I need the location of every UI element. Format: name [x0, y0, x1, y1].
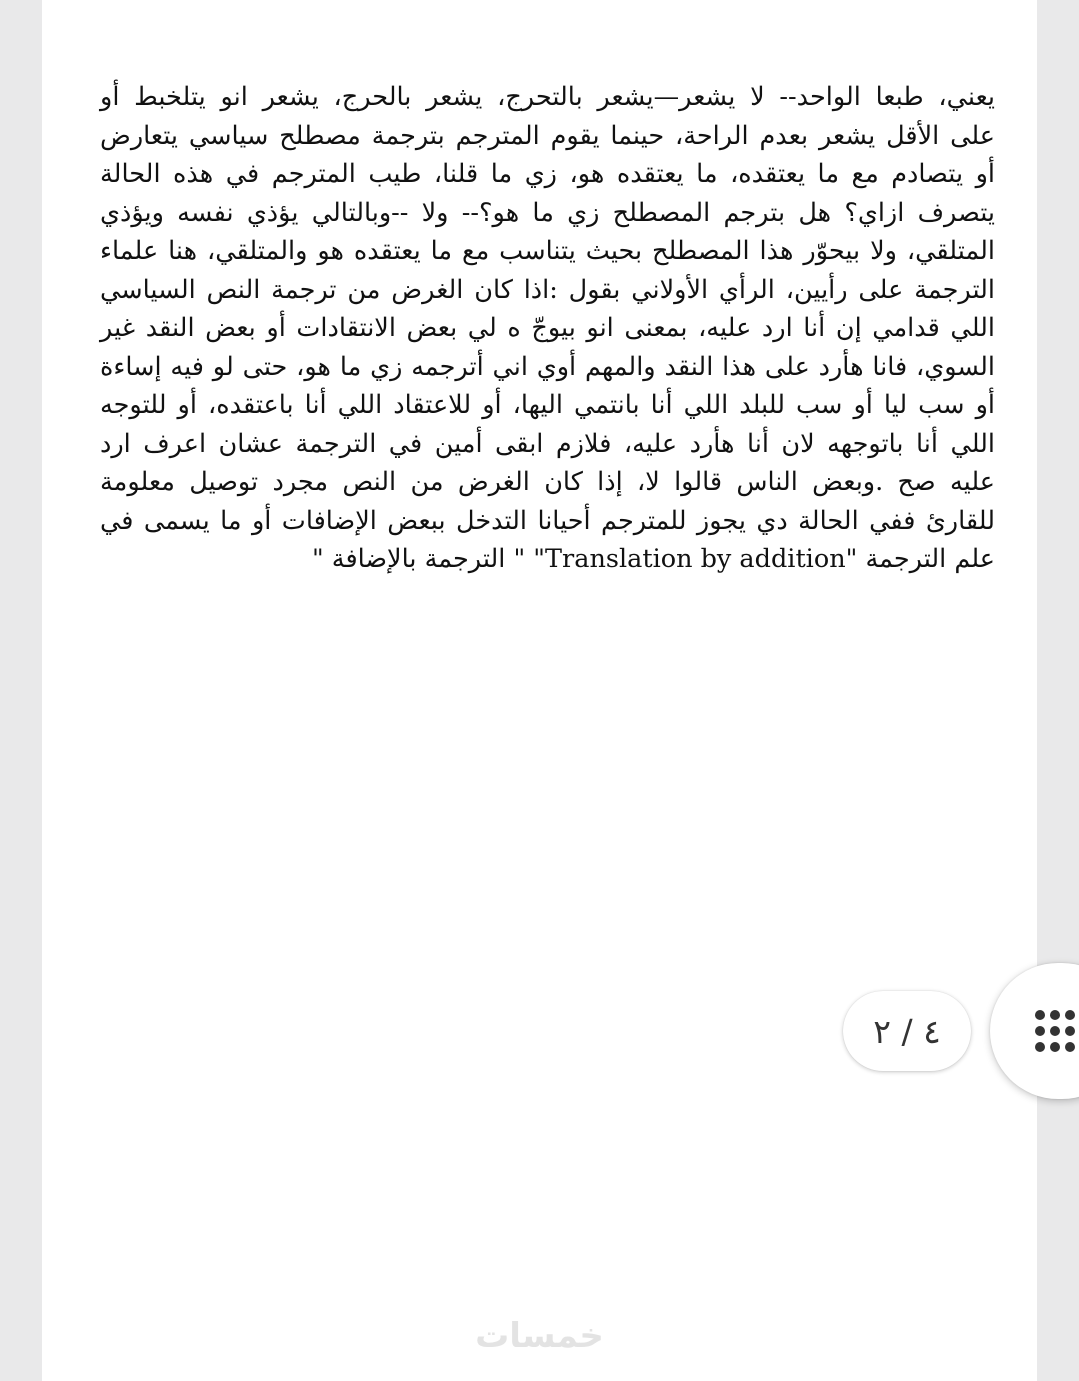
page-indicator-label: ٤ / ٢ — [873, 1011, 941, 1051]
text-line-9: أو سب ليا أو سب للبلد اللي أنا بانتمي اليها، أو للاعتقاد اللي أنا باعتقده، أو للتوجه — [100, 390, 995, 420]
text-line-7: اللي قدامي إن أنا ارد عليه، بمعنى انو بيوجّ ه لي بعض الانتقادات أو بعض النقد غير — [100, 313, 995, 343]
document-text — [100, 78, 995, 579]
watermark-logo: خمسات — [475, 1316, 604, 1356]
text-line-2: على الأقل يشعر بعدم الراحة، حينما يقوم المترجم بترجمة مصطلح سياسي يتعارض — [100, 120, 995, 151]
text-line-12: للقارئ ففي الحالة دي يجوز للمترجم أحيانا التدخل ببعض الإضافات أو ما يسمى في — [100, 505, 995, 536]
text-line-6: الترجمة على رأيين، الرأي الأولاني بقول :اذا كان الغرض من ترجمة النص السياسي — [100, 274, 995, 305]
text-line-8: السوي، فانا هأرد على هذا النقد والمهم أوي اني أترجمه زي ما هو، حتى لو فيه إساءة — [100, 351, 995, 382]
text-line-11: عليه صح .وبعض الناس قالوا لا، إذا كان الغرض من النص مجرد توصيل معلومة — [100, 467, 995, 497]
text-line-5: المتلقي، ولا بيحوّر هذا المصطلح بحيث يتناسب مع ما يعتقده هو والمتلقي، هنا علماء — [100, 236, 995, 266]
page-indicator[interactable] — [843, 991, 971, 1071]
text-line-3: أو يتصادم مع ما يعتقده، ما يعتقده هو، زي ما قلنا، طيب المترجم في هذه الحالة — [100, 159, 995, 189]
text-line-10: اللي أنا باتوجهه لان أنا هأرد عليه، فلازم ابقى أمين في الترجمة عشان اعرف ارد — [100, 428, 995, 459]
text-line-4: يتصرف ازاي؟ هل بترجم المصطلح زي ما هو؟-- ولا --وبالتالي يؤذي نفسه ويؤذي — [100, 197, 995, 228]
text-line-13: علم الترجمة "Translation by addition" " الترجمة بالإضافة " — [311, 544, 995, 574]
grid-dots-icon — [1035, 1010, 1075, 1052]
text-line-1: يعني، طبعا الواحد-- لا يشعر—يشعر بالتحرج، يشعر بالحرج، يشعر انو يتلخبط أو — [100, 82, 995, 112]
